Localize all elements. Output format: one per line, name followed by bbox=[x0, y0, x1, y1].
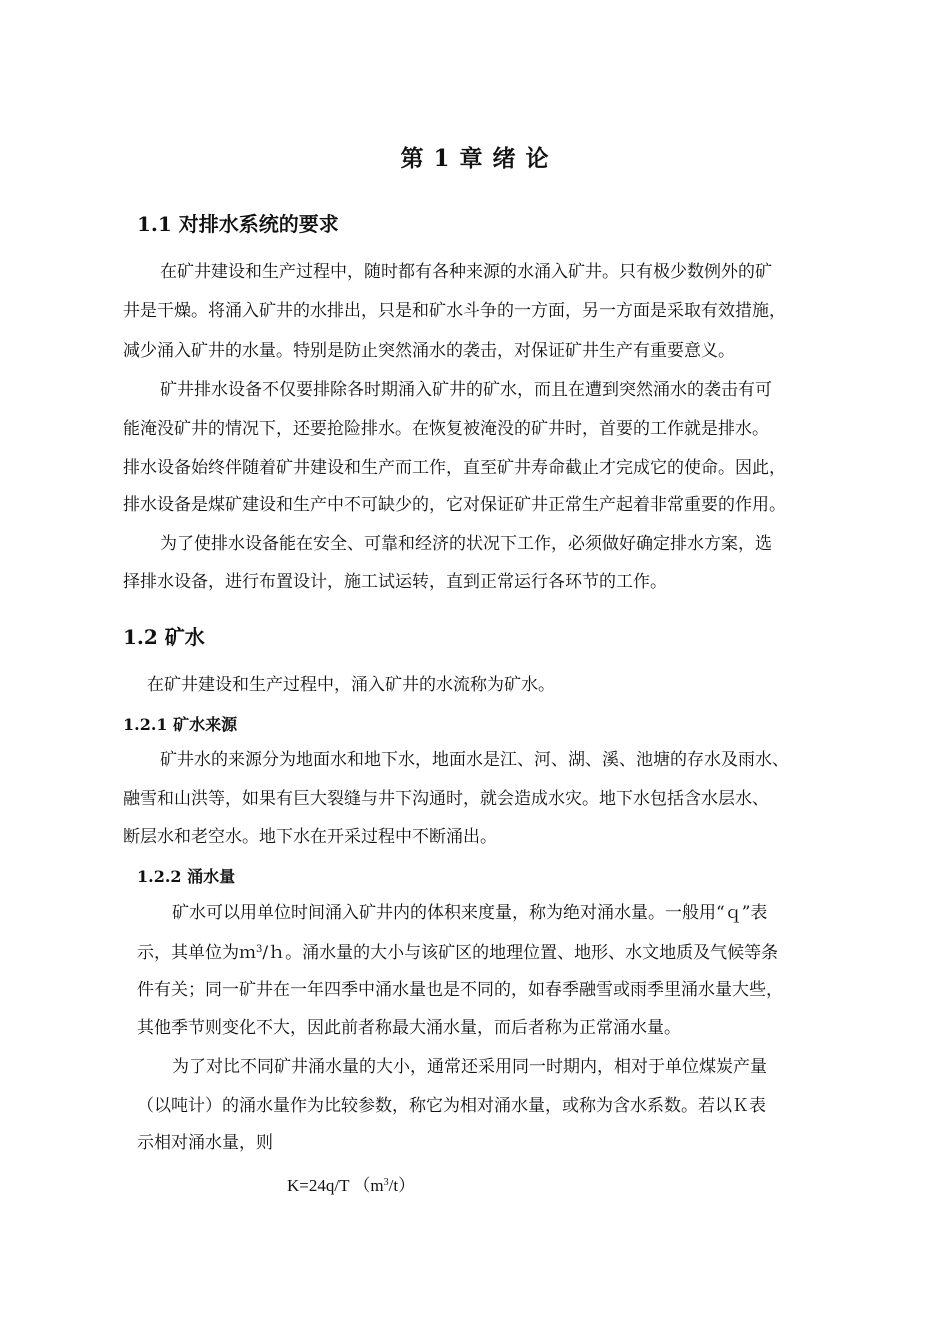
paragraph-line: 为了使排水设备能在安全、可靠和经济的状况下工作，必须做好确定排水方案，选 bbox=[160, 534, 772, 554]
paragraph-line: 择排水设备，进行布置设计，施工试运转，直到正常运行各环节的工作。 bbox=[123, 572, 667, 592]
paragraph-line: 示相对涌水量，则 bbox=[137, 1133, 273, 1153]
line-text: /ｈ。涌水量的大小与该矿区的地理位置、地形、水文地质及气候等条 bbox=[262, 943, 779, 963]
paragraph-line: 减少涌入矿井的水量。特别是防止突然涌水的袭击，对保证矿井生产有重要意义。 bbox=[123, 341, 735, 361]
formula-text: /t） bbox=[388, 1176, 416, 1195]
paragraph-line: 矿水可以用单位时间涌入矿井内的体积来度量，称为绝对涌水量。一般用“ｑ”表 bbox=[172, 903, 768, 923]
paragraph-line: 件有关；同一矿井在一年四季中涌水量也是不同的，如春季融雪或雨季里涌水量大些， bbox=[137, 980, 783, 1000]
paragraph-line: 排水设备始终伴随着矿井建设和生产而工作，直至矿井寿命截止才完成它的使命。因此， bbox=[123, 458, 786, 478]
section-heading-1-2-2: 1.2.2 涌水量 bbox=[137, 867, 236, 886]
formula bbox=[287, 1171, 415, 1196]
section-heading-1-1: 1.1 对排水系统的要求 bbox=[137, 212, 339, 236]
paragraph-line: 能淹没矿井的情况下，还要抢险排水。在恢复被淹没的矿井时，首要的工作就是排水。 bbox=[123, 419, 769, 439]
paragraph-line: 井是干燥。将涌入矿井的水排出，只是和矿水斗争的一方面，另一方面是采取有效措施， bbox=[123, 301, 786, 321]
paragraph-line: 矿井水的来源分为地面水和地下水，地面水是江、河、湖、溪、池塘的存水及雨水、 bbox=[160, 750, 789, 770]
superscript: 3 bbox=[256, 944, 263, 955]
paragraph-line: 融雪和山洪等，如果有巨大裂缝与井下沟通时，就会造成水灾。地下水包括含水层水、 bbox=[123, 789, 769, 809]
section-heading-1-2-1: 1.2.1 矿水来源 bbox=[123, 715, 238, 734]
paragraph-line bbox=[137, 940, 778, 963]
paragraph-line: 矿井排水设备不仅要排除各时期涌入矿井的矿水，而且在遭到突然涌水的袭击有可 bbox=[160, 380, 772, 400]
section-heading-1-2: 1.2 矿水 bbox=[123, 625, 205, 649]
formula-text: K=24q/T （m bbox=[287, 1176, 384, 1195]
paragraph-line: 断层水和老空水。地下水在开采过程中不断涌出。 bbox=[123, 827, 497, 847]
paragraph-line: 为了对比不同矿井涌水量的大小，通常还采用同一时期内，相对于单位煤炭产量 bbox=[172, 1057, 767, 1077]
paragraph-line: 在矿井建设和生产过程中，随时都有各种来源的水涌入矿井。只有极少数例外的矿 bbox=[160, 262, 772, 282]
paragraph-line: （以吨计）的涌水量作为比较参数，称它为相对涌水量，或称为含水系数。若以Ｋ表 bbox=[137, 1096, 766, 1116]
paragraph-line: 排水设备是煤矿建设和生产中不可缺少的，它对保证矿井正常生产起着非常重要的作用。 bbox=[123, 495, 786, 515]
superscript: 3 bbox=[383, 1177, 389, 1188]
paragraph-line: 其他季节则变化不大，因此前者称最大涌水量，而后者称为正常涌水量。 bbox=[137, 1018, 681, 1038]
paragraph-line: 在矿井建设和生产过程中，涌入矿井的水流称为矿水。 bbox=[147, 675, 555, 695]
line-text: 示，其单位为ｍ bbox=[137, 943, 256, 963]
chapter-title: 第 1 章 绪 论 bbox=[400, 145, 550, 172]
